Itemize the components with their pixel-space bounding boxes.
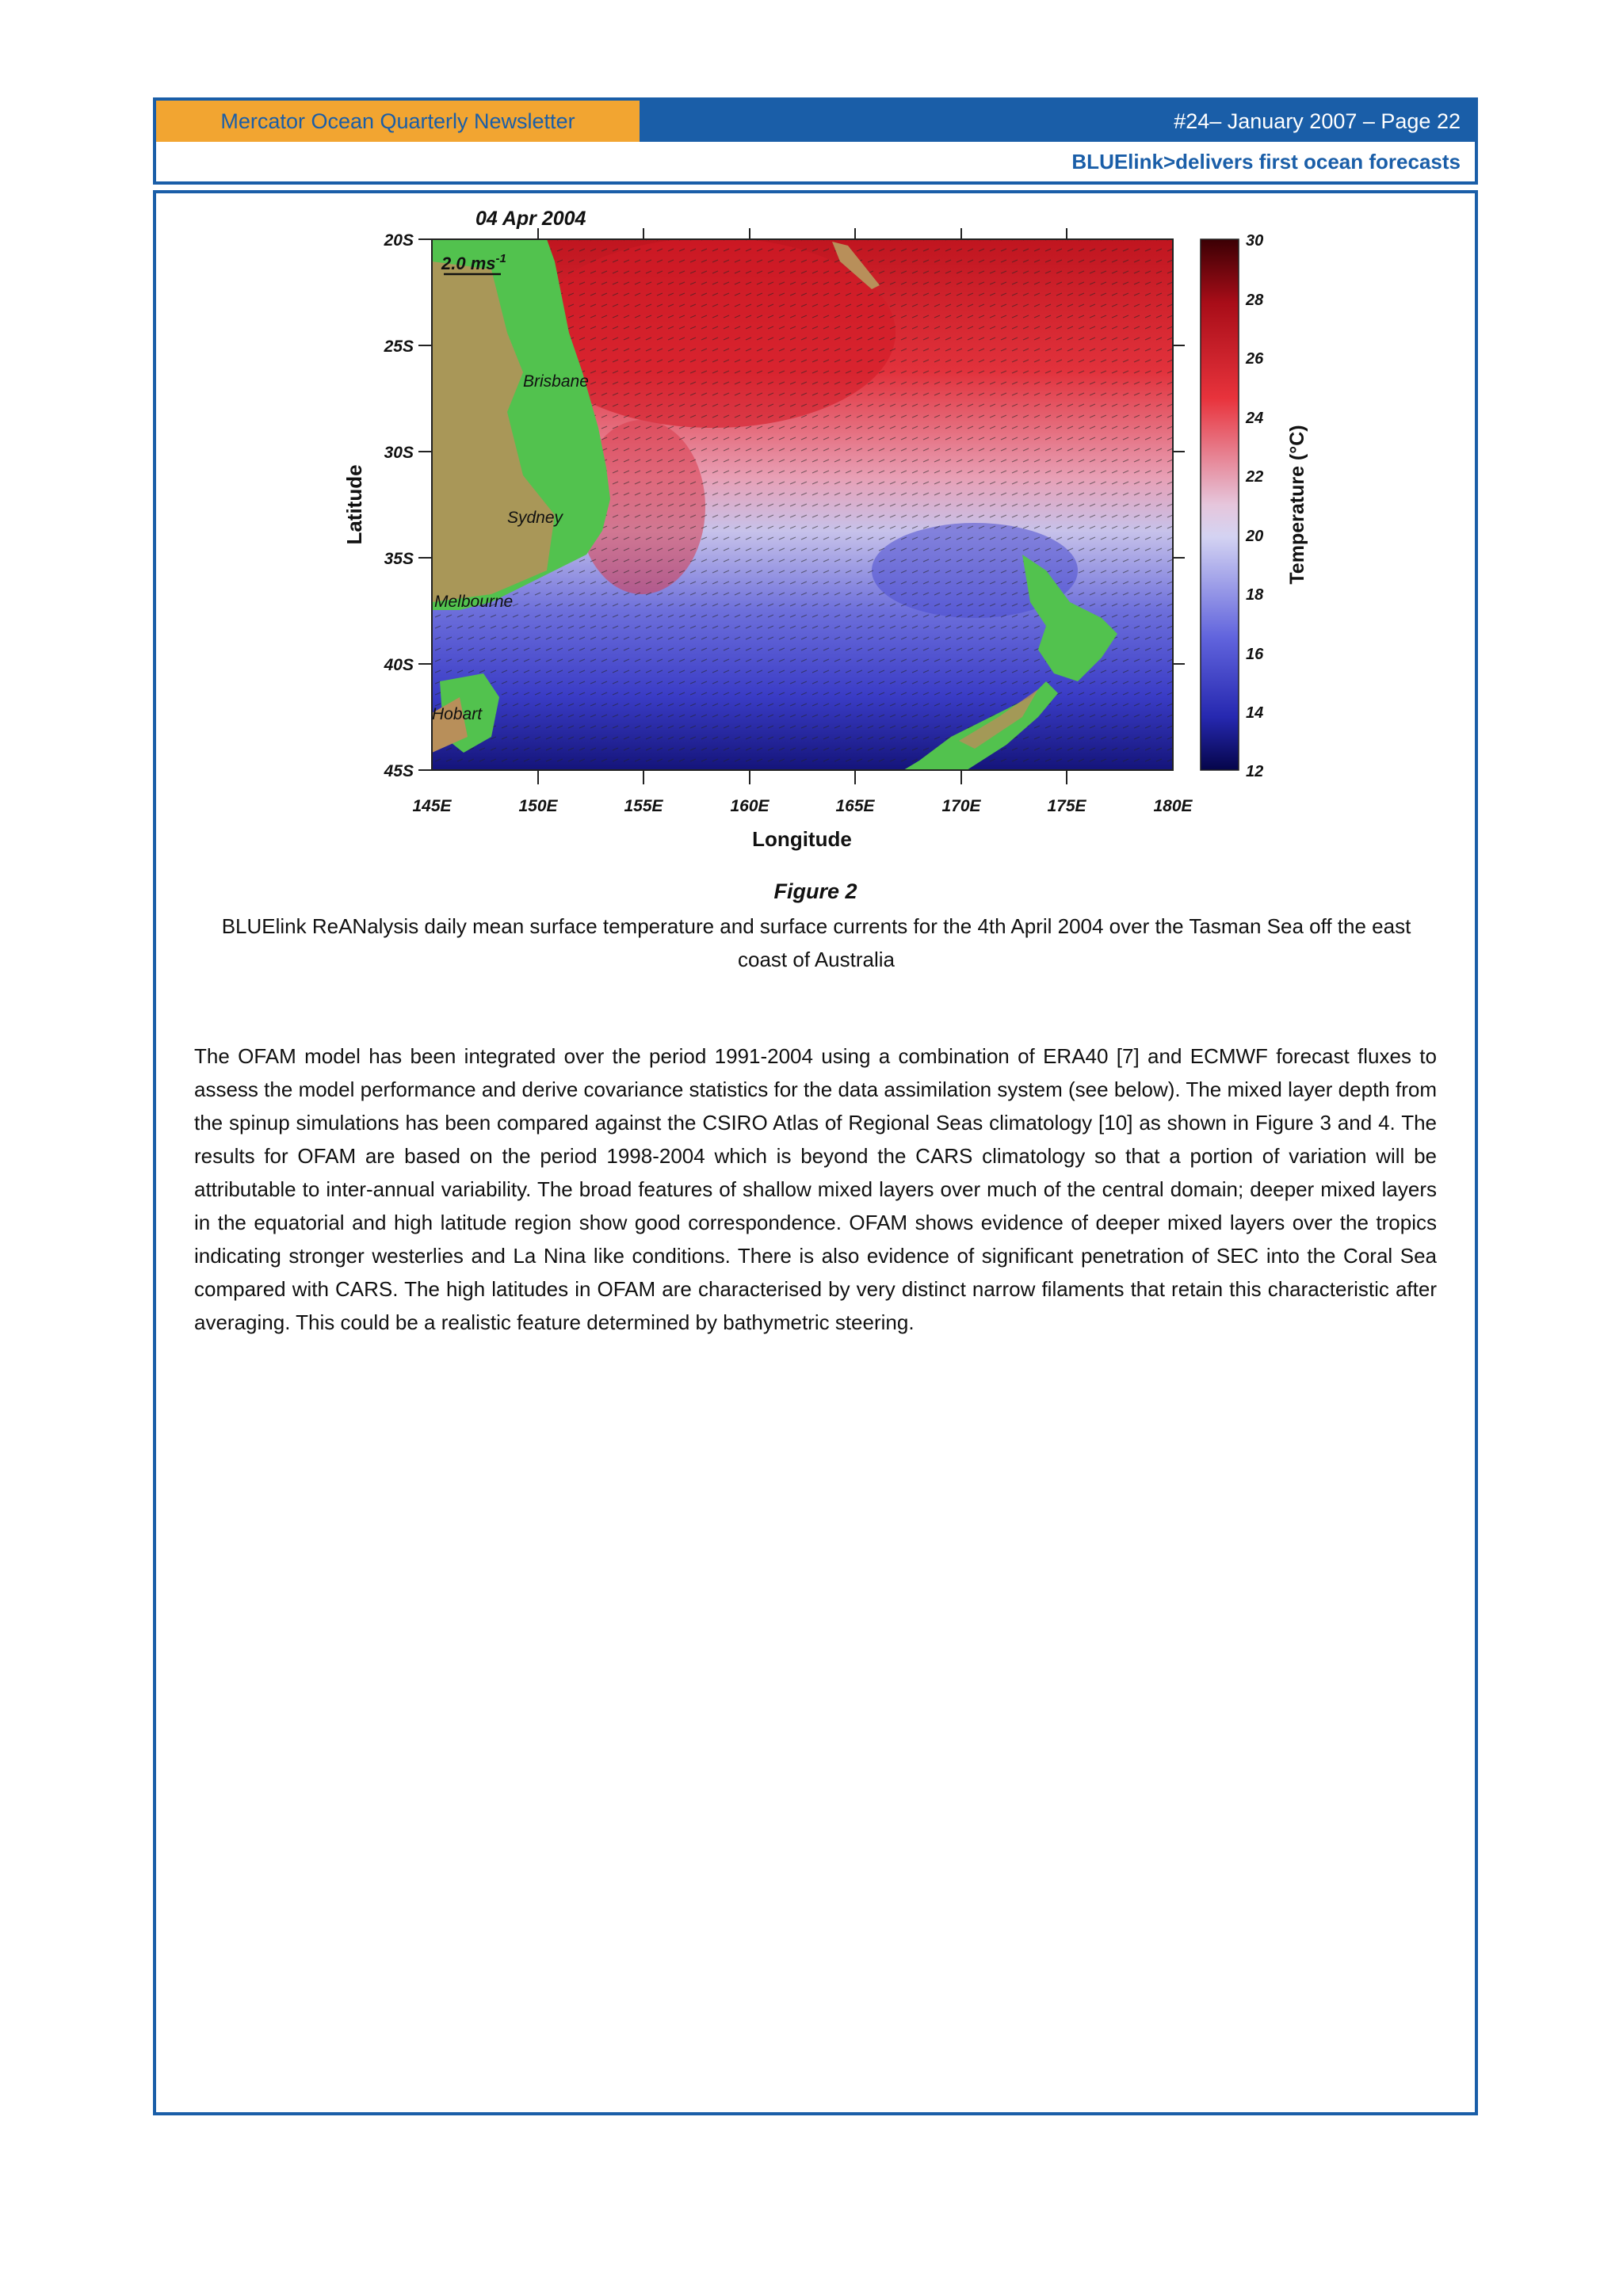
scale-label: 2.0 $ms^{-1}$	[441, 252, 506, 273]
issue-page-label: #24– January 2007 – Page 22	[640, 101, 1475, 142]
lat-tick: 20S	[384, 231, 414, 250]
sst-map-figure	[0, 0, 1623, 871]
place-label-hobart: Hobart	[432, 705, 483, 723]
colorbar-tick: 28	[1246, 292, 1264, 309]
section-title: BLUElink>delivers first ocean forecasts	[1071, 150, 1461, 174]
lon-ticks	[412, 797, 1193, 815]
colorbar-tick: 16	[1246, 646, 1264, 663]
lat-tick: 45S	[384, 762, 414, 780]
lon-tick: 160E	[730, 797, 769, 815]
colorbar-tick: 18	[1246, 586, 1264, 604]
colorbar-tick: 30	[1246, 232, 1264, 250]
lat-tick: 25S	[384, 338, 414, 356]
lon-tick: 155E	[624, 797, 663, 815]
colorbar-tick: 12	[1246, 763, 1264, 780]
colorbar-tick: 14	[1246, 704, 1264, 722]
lat-tick: 30S	[384, 444, 414, 462]
body-paragraph: The OFAM model has been integrated over the period 1991-2004 using a combination of ERA40 [7] and ECMWF forecast fluxes to assess the model performance and derive covariance statistics for the data assimilation system (see below). The mixed layer depth from the spinup simulations has been compared against the CSIRO Atlas of Regional Seas climatology [10] as shown in Figure 3 and 4. The results for OFAM are based on the period 1998-2004 which is beyond the CARS climatology so that a portion of variation will be attributable to inter-annual variability. The broad features of shallow mixed layers over much of the central domain; deeper mixed layers in the equatorial and high latitude region show good correspondence. OFAM shows evidence of deeper mixed layers over the tropics indicating stronger westerlies and La Nina like conditions. There is also evidence of significant penetration of SEC into the Coral Sea compared with CARS. The high latitudes in OFAM are characterised by very distinct narrow filaments that retain this characteristic after averaging. This could be a realistic feature determined by bathymetric steering.	[194, 1044, 1437, 1334]
figure-date-title: 04 Apr 2004	[475, 208, 586, 230]
lon-tick: 150E	[518, 797, 558, 815]
colorbar-tick: 22	[1246, 468, 1264, 486]
x-axis-label: Longitude	[752, 827, 852, 851]
lat-ticks	[384, 231, 414, 780]
lon-tick: 170E	[941, 797, 981, 815]
lon-tick: 145E	[412, 797, 452, 815]
newsletter-name: Mercator Ocean Quarterly Newsletter	[156, 101, 640, 142]
lon-tick: 175E	[1047, 797, 1086, 815]
place-label-sydney: Sydney	[507, 509, 563, 527]
colorbar-ticks	[1245, 232, 1264, 780]
lon-tick: 180E	[1153, 797, 1193, 815]
colorbar-tick: 26	[1246, 350, 1264, 368]
colorbar-tick: 20	[1246, 528, 1264, 545]
colorbar-tick: 24	[1246, 410, 1264, 427]
y-axis-label: Latitude	[342, 464, 366, 545]
figure-caption-text: BLUElink ReANalysis daily mean surface temperature and surface currents for the 4th April 2004 over the Tasman Sea off the east coast of Australia	[221, 914, 1411, 971]
figure-caption-title: Figure 2	[773, 879, 857, 903]
place-label-melbourne: Melbourne	[434, 593, 514, 611]
colorbar-label: Temperature (°C)	[1286, 425, 1308, 585]
lat-tick: 35S	[384, 550, 414, 568]
place-label-brisbane: Brisbane	[523, 372, 589, 391]
lat-tick: 40S	[384, 656, 414, 674]
colorbar	[1201, 239, 1239, 770]
lon-tick: 165E	[835, 797, 875, 815]
